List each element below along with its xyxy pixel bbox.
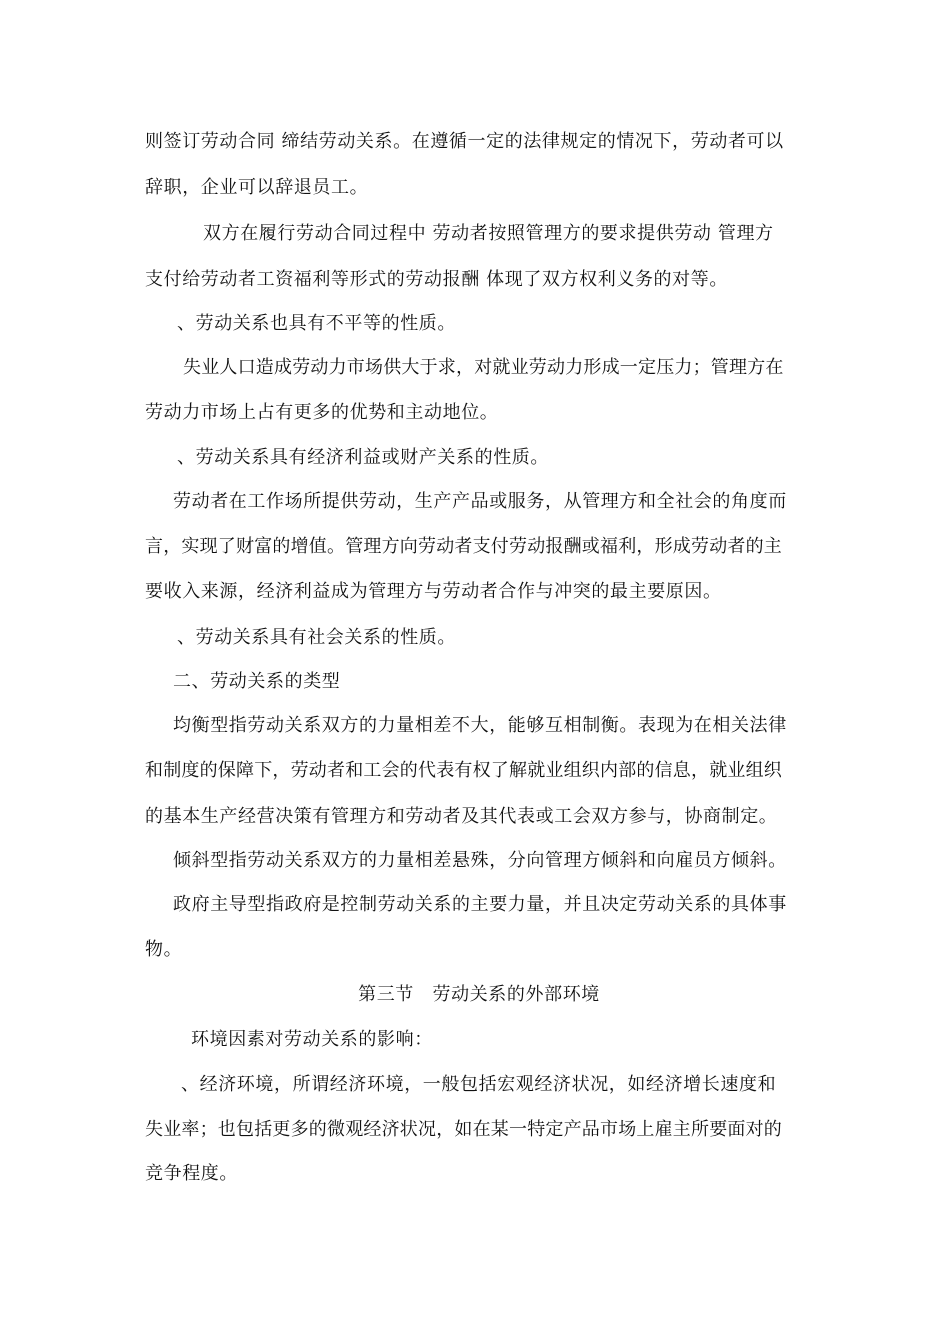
text-line: 倾斜型指劳动关系双方的力量相差悬殊，分向管理方倾斜和向雇员方倾斜。 — [173, 850, 787, 871]
text-line: 、劳动关系具有经济利益或财产关系的性质。 — [177, 447, 549, 468]
text-line: 支付给劳动者工资福利等形式的劳动报酬 体现了双方权利义务的对等。 — [145, 269, 728, 290]
chapter-section-title: 第三节 劳动关系的外部环境 — [358, 984, 600, 1005]
text-line: 竞争程度。 — [145, 1163, 238, 1184]
text-line: 均衡型指劳动关系双方的力量相差不大，能够互相制衡。表现为在相关法律 — [173, 715, 787, 736]
text-line: 失业率；也包括更多的微观经济状况，如在某一特定产品市场上雇主所要面对的 — [145, 1119, 782, 1140]
text-line: 、劳动关系具有社会关系的性质。 — [177, 627, 456, 648]
text-line: 言，实现了财富的增值。管理方向劳动者支付劳动报酬或福利，形成劳动者的主 — [145, 536, 782, 557]
text-line: 劳动力市场上占有更多的优势和主动地位。 — [145, 402, 499, 423]
text-line: 辞职，企业可以辞退员工。 — [145, 177, 369, 198]
section-heading: 二、劳动关系的类型 — [173, 671, 341, 692]
text-line: 、经济环境，所谓经济环境，一般包括宏观经济状况，如经济增长速度和 — [181, 1074, 777, 1095]
text-line: 则签订劳动合同 缔结劳动关系。在遵循一定的法律规定的情况下，劳动者可以 — [145, 131, 784, 152]
text-line: 的基本生产经营决策有管理方和劳动者及其代表或工会双方参与，协商制定。 — [145, 806, 778, 827]
text-line: 失业人口造成劳动力市场供大于求，对就业劳动力形成一定压力；管理方在 — [183, 357, 784, 378]
text-line: 、劳动关系也具有不平等的性质。 — [177, 313, 456, 334]
text-line: 劳动者在工作场所提供劳动，生产产品或服务，从管理方和全社会的角度而 — [173, 491, 787, 512]
text-line: 环境因素对劳动关系的影响： — [191, 1029, 433, 1050]
text-line: 双方在履行劳动合同过程中 劳动者按照管理方的要求提供劳动 管理方 — [203, 223, 774, 244]
text-line: 和制度的保障下，劳动者和工会的代表有权了解就业组织内部的信息，就业组织 — [145, 760, 782, 781]
text-line: 要收入来源，经济利益成为管理方与劳动者合作与冲突的最主要原因。 — [145, 581, 722, 602]
text-line: 政府主导型指政府是控制劳动关系的主要力量，并且决定劳动关系的具体事 — [173, 894, 787, 915]
text-line: 物。 — [145, 939, 183, 960]
